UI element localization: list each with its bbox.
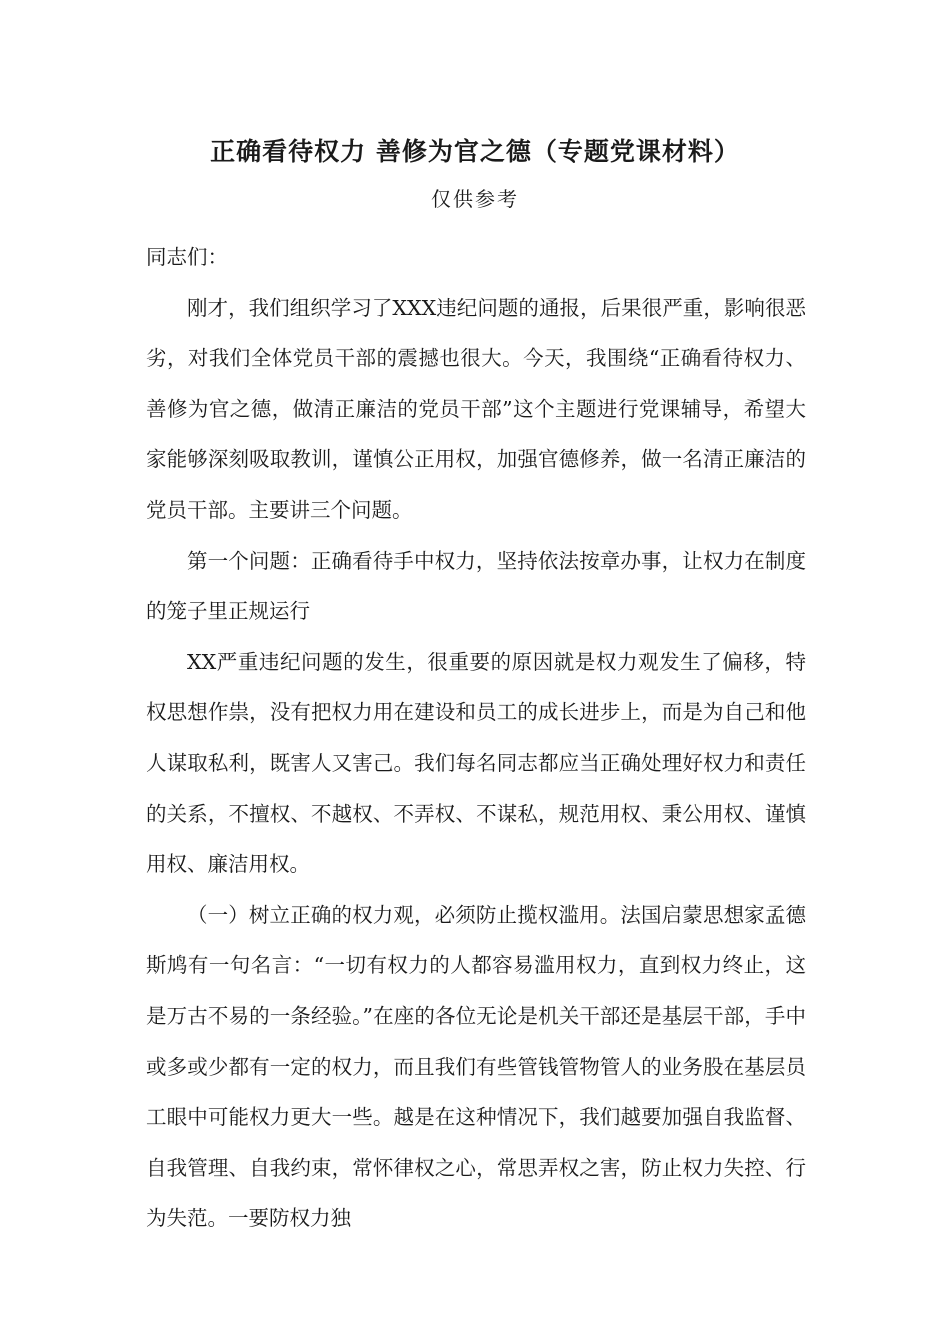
document-title: 正确看待权力 善修为官之德（专题党课材料）	[210, 137, 740, 166]
paragraph-analysis: XX严重违纪问题的发生，很重要的原因就是权力观发生了偏移，特权思想作祟，没有把权力用在建设和员工的成长进步上，而是为自己和他人谋取私利，既害人又害己。我们每名同志都应当正确处理好权力和责任的关系，不擅权、不越权、不弄权、不谋私，规范用权、秉公用权、谨慎用权、廉洁用权。	[146, 649, 806, 877]
paragraph-section-heading: 第一个问题：正确看待手中权力，坚持依法按章办事，让权力在制度的笼子里正规运行	[146, 548, 806, 624]
document-subtitle: 仅供参考	[431, 187, 519, 211]
document-body	[146, 232, 806, 1244]
paragraph-subsection-one: （一）树立正确的权力观，必须防止揽权滥用。法国启蒙思想家孟德斯鸠有一句名言：“一切有权力的人都容易滥用权力，直到权力终止，这是万古不易的一条经验。”在座的各位无论是机关干部还是基层干部，手中或多或少都有一定的权力，而且我们有些管钱管物管人的业务股在基层员工眼中可能权力更大一些。越是在这种情况下，我们越要加强自我监督、自我管理、自我约束，常怀律权之心，常思弄权之害，防止权力失控、行为失范。一要防权力独	[146, 902, 806, 1231]
paragraph-intro: 刚才，我们组织学习了XXX违纪问题的通报，后果很严重，影响很恶劣，对我们全体党员干部的震撼也很大。今天，我围绕“正确看待权力、善修为官之德，做清正廉洁的党员干部”这个主题进行党课辅导，希望大家能够深刻吸取教训，谨慎公正用权，加强官德修养，做一名清正廉洁的党员干部。主要讲三个问题。	[146, 295, 806, 522]
salutation: 同志们：	[146, 245, 228, 269]
